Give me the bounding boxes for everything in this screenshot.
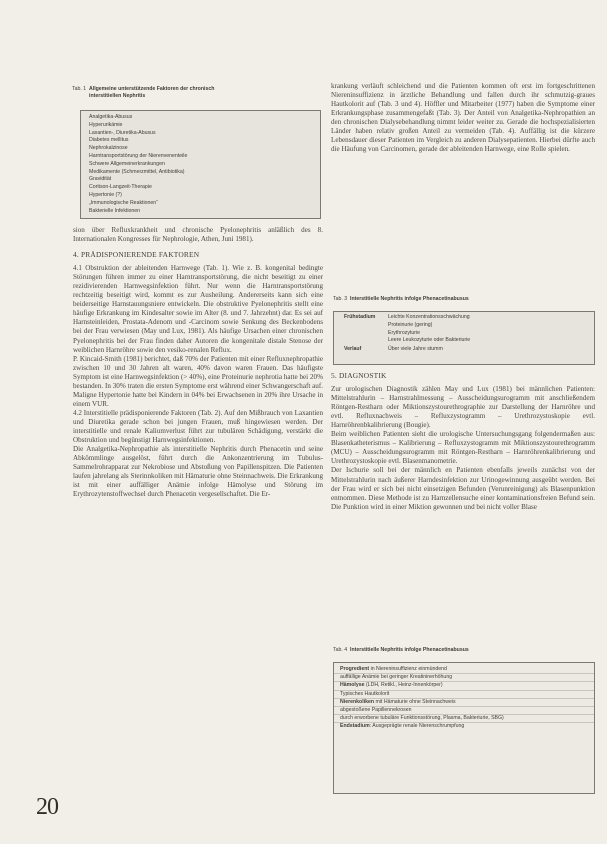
table3-row <box>344 346 594 354</box>
table3-caption <box>333 296 595 304</box>
table3-row <box>344 314 594 345</box>
table1-item: Harntransportstörung der Nierenvenenteile <box>89 152 188 159</box>
table4-row-term: Nierenkoliken <box>340 698 375 705</box>
table3-row-value <box>388 346 594 354</box>
table4-box <box>333 662 595 794</box>
table1-item: Analgetika-Abusus <box>89 114 133 120</box>
table4-row <box>334 691 594 699</box>
table4-row <box>334 699 594 707</box>
table1-item: Nephrokalzinose <box>89 145 128 152</box>
left-intro-paragraph: sion über Refluxkrankheit und chronische Pyelonephritis anläßlich des 8. Internationalen Kongresses für Nephrologie, Athen, Juni 1981). <box>73 226 323 244</box>
table4-title: Interstitielle Nephritis infolge Phenacetinabusus <box>350 647 469 653</box>
table1-item: Diabetes mellitus <box>89 137 129 144</box>
table1-number: Tab. 1 <box>72 86 87 92</box>
analgetika-paragraph: Die Analgetika-Nephropathie als interstitielle Nephritis durch Phenacetin und seine Abkömmlinge ausgelöst, führt durch die Ankonzentrierung im Tubulus-Sammelrohrapparat zur Nekrobiose und Abstoßung von Papillenspitzen. Die Patienten laufen jahrelang als Sterinnkoliken mit Hämaturie ohne Steinnachweis. Die Erkrankung ist mit einer auffälliger Anämie infolge Hämolyse und Störung im Erythrozytenstoffwechsel durch Phenacetin vergesellschaftet. Die Er- <box>73 445 323 499</box>
table4-rows <box>334 666 594 731</box>
table1-caption <box>72 86 322 100</box>
table3-row-label: Frühstadium <box>344 314 376 320</box>
table4-row <box>334 666 594 674</box>
weiblich-paragraph: Beim weiblichen Patienten sieht die urologische Untersuchungsgang folgendermaßen aus: Blasenkatheterismus – Kalibrierung – Refluxzystogramm mit Miktionszystourethrogramm (MCU) – Ausscheidungsurogramm mit Röntgen-Restharn – Harnröhrenkalibrierung und Urethrozystoskopie evtl. Blasenmanometrie. <box>331 430 595 466</box>
section41-paragraph: 4.1 Obstruktion der ableitenden Harnwege (Tab. 1). Wie z. B. kongenital bedingte Störungen führen immer zu einer Harntransportstörung, die nicht beseitigt zu einer rezidivierenden Harnwegsinfektion führt. Nur wenn die Harntransportstörung rechtzeitig beseitigt wird, kommt es zur Ausheilung. Andererseits kann sich eine beiderseitige Harnstauungsniere entwickeln. Die obstruktive Pyelonephritis stellt eine häufige Erkrankung im Kindesalter sowie im Alter (8. und 7. Jahrzehnt) dar. Es sei auf Harnsteinleiden, Prostata-Adenom und -Carcinom sowie Senkung des Beckenbodens bei der Frau verwiesen (May und Lux, 1981). Als häufige Ursachen einer chronischen Pyelonephritis bei der Frau finden daher Autoren die kongenitale distale Stenose der weiblichen Harnröhre sowie den vesiko-renalen Reflux. <box>73 264 323 354</box>
table1-item: Laxantien-, Diuretika-Abusus <box>89 129 156 136</box>
table1-item: Hypertonie (?) <box>89 191 122 198</box>
section4-heading: 4. PRÄDISPONIERENDE FAKTOREN <box>73 250 200 260</box>
table3-row-line: Leere Leukozyturie oder Bakteriurie <box>388 337 471 344</box>
table4-row <box>334 723 594 730</box>
section5-heading: 5. DIAGNOSTIK <box>331 371 387 380</box>
table4-row-text: Typisches Hautkolorit <box>340 690 390 697</box>
table1-box <box>80 110 321 219</box>
table1-item: Schwere Allgemeinerkrankungen <box>89 160 165 167</box>
table1-item: Cortison-Langzeit-Therapie <box>89 184 152 191</box>
table4-row-term: Hämolyse <box>340 682 365 689</box>
right-column-diagnostik <box>331 371 595 512</box>
table1-list <box>81 111 320 215</box>
table3-title: Interstitielle Nephritis infolge Phenacetinabusus <box>350 296 469 302</box>
table3-row-line: Leichte Konzentrationsschwächung <box>388 314 470 320</box>
table4-row <box>334 682 594 690</box>
table4-row-text: abgestoßene Papillennekrosen <box>340 707 412 714</box>
table1-item: Medikamente (Schmerzmittel, Antibiotika) <box>89 168 185 175</box>
table4-row <box>334 707 594 715</box>
right-top-paragraph: krankung verläuft schleichend und die Patienten kommen oft erst im fortgeschrittenen Niereninsuffizienz in ärztliche Behandlung und fallen durch ihr schmutzig-graues Hautkolorit auf (Tab. 3 und 4). Höffler und Mitarbeiter (1977) haben die Symptome einer Erkrankungsphase zusammengefaßt (Tab. 3). Der Anteil von Analgetika-Nephropathien an den chronischen Dialysebehandlung nimmt leider weiter zu. Gerade die hochspezialisierten Länder haben relativ großen Anteil zu vermeiden (Tab. 4). Auffällig ist die kürzere Lebensdauer dieser Patienten im Vergleich zu anderen Dialysepatienten. Hierbei dürfte auch die Häufung von Carcinomen, gerade der ableitenden Harnwege, eine Rolle spielen. <box>331 82 595 154</box>
table3-number: Tab. 3 <box>333 296 348 302</box>
page-number: 20 <box>36 794 58 820</box>
table3-box <box>333 311 595 365</box>
table3-row-label: Verlauf <box>344 346 362 353</box>
table4-caption <box>333 647 595 655</box>
table4-row-text: mit Hämaturie ohne Steinnachweis <box>374 698 456 705</box>
table4-row <box>334 715 594 723</box>
table4-row-text: : Ausgeprägte renale Nierenschrumpfung <box>369 723 465 730</box>
table1-item: Hyperurikämie <box>89 121 123 128</box>
table1-item: „Immunologische Reaktionen“ <box>89 199 158 206</box>
table1-item: Gravidität <box>89 176 112 183</box>
kincaid-paragraph: P. Kincaid-Smith (1981) berichtet, daß 70% der Patienten mit einer Refluxnephropathie zwischen 10 und 30 Jahren alt waren, 40% davon waren Frauen. Das häufigste Symptom ist eine Harnwegsinfektion (> 40%), eine Proteinurie nephrotia hatte bei 20% bestanden. In 30% traten die ersten Symptome erst während einer Schwangerschaft auf. Maligne Hypertonie hatte bei Kindern in 04% bei Erwachsenen in 20% ihre Ursache in einem VUR. <box>73 354 323 408</box>
table1-title-line1: Allgemeine unterstützende Faktoren der chronisch <box>89 86 215 92</box>
diagnostik-paragraph: Zur urologischen Diagnostik zählen May und Lux (1981) bei männlichen Patienten: Mittelstrahlurin – Harnstrahlmessung – Ausscheidungsurogramm mit anschließendem Röntgen-Restharn oder Miktionszystourethrographie zur Darstellung der Harnröhre und evtl. Refluxnachweis – Refluxzystogramm – Urethrozystoskopie evtl. Harnröhrenbkalibrierung (Bougie). <box>331 385 595 430</box>
table4-row-text: (LDH, Retikl., Heinz-Innenkörper) <box>364 682 443 689</box>
urin-paragraph: Der Ischurie soll bei der männlich en Patienten ebenfalls jeweils zunächst von der Mittelstrahlurin nach äußerer Harndesinfektion zur Urinogewinnung ausgeübt werden. Bei der Frau wird er sich bei nicht einsetzigen Befunden (Verunreinigung) als Blasenpunktion entnommen. Diese Methode ist zu Harnzellensuche einer kontaminationsfreien Befund sein. Die Punktion wird in einer Miktion gewonnen und bei nicht voller Blase <box>331 466 595 511</box>
table4-number: Tab. 4 <box>333 647 348 653</box>
table3-rows <box>334 312 594 354</box>
table3-row-line: Erythrozyturie <box>388 329 420 336</box>
table4-row-text: auffällige Anämie bei geringer Kreatininerhöhung <box>340 674 453 681</box>
table4-row-term: Endstadium <box>340 723 370 730</box>
table1-item: Bakterielle Infektionen <box>89 207 141 214</box>
table4-row-text: in Niereninsuffizienz einmündend <box>369 666 447 672</box>
left-column <box>73 226 323 499</box>
table1-title-line2: interstitiellen Nephritis <box>89 92 146 99</box>
table3-row-value <box>388 314 594 345</box>
table3-row-line: Über viele Jahre stumm <box>388 346 443 353</box>
right-column-top <box>331 82 595 154</box>
table3-row-line: Proteinurie (gering) <box>388 321 433 328</box>
table4-row-term: Progredient <box>340 666 370 672</box>
section42-paragraph: 4.2 Interstitielle prädisponierende Faktoren (Tab. 2). Auf den Mißbrauch von Laxantien und Diuretika gerade schon bei jungen Frauen, muß hingewiesen werden. Der interstitielle und renale Kaliumverlust führt zur tubulären Schädigung, verstärkt die Obstruktion und begünstigt Harnwegsinfektionen. <box>73 408 323 445</box>
table4-row-text: durch erworbene tubuläre Funktionsstörung, Plasma, Bakteriurie, SBG) <box>340 715 504 722</box>
table4-row <box>334 674 594 682</box>
